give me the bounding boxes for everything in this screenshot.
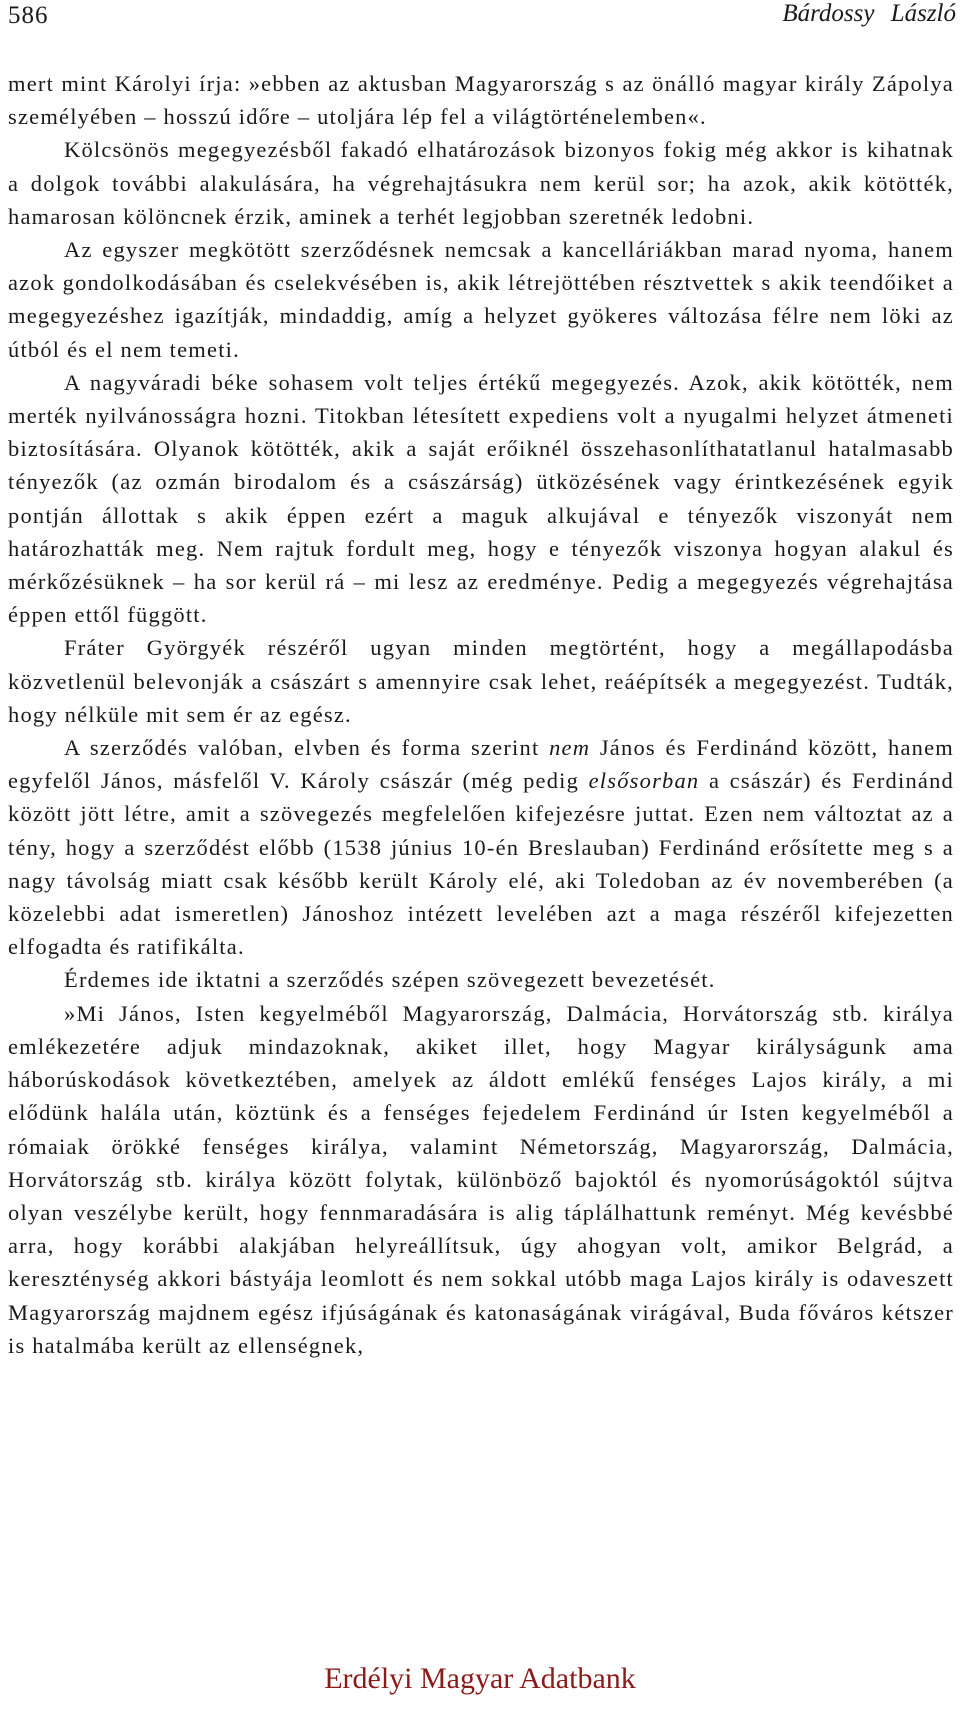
paragraph: »Mi János, Isten kegyelméből Magyarország, Dalmácia, Horvátország stb. királya emlékezetére adjuk mindazoknak, akiket illet, hogy Magyar királyságunk ama háborúskodások következtében, amelyek az áldott emlékű fenséges Lajos király, a mi elődünk halála után, köztünk és a fenséges fejedelem Ferdinánd úr Isten kegyelméből a rómaiak örökké fenséges királya, valamint Németország, Magyarország, Dalmácia, Horvátország stb. királya között folytak, különböző bajoktól és nyomorúságoktól sújtva olyan veszélybe került, hogy fennmaradására is alig táplálhattunk reményt. Még kevésbbé arra, hogy korábbi alakjában helyreállítsuk, úgy ahogyan volt, amikor Belgrád, a kereszténység akkori bástyája leomlott és nem sokkal utóbb maga Lajos király is odaveszett Magyarország majdnem egész ifjúságának és katonaságának virágával, Buda főváros kétszer is hatalmába került az ellenségnek,: [8, 1000, 954, 1358]
paragraph-text: János és Ferdinánd között, hanem egyfelől János, másfelől V. Károly császár (még pedig: [8, 735, 954, 794]
paragraph: [8, 731, 954, 963]
running-head-author: Bárdossy László: [782, 0, 956, 27]
body-text: [8, 67, 954, 1362]
source-watermark: Erdélyi Magyar Adatbank: [324, 1662, 636, 1695]
page-number: 586: [8, 2, 49, 29]
paragraph: Érdemes ide iktatni a szerződés szépen szövegezett bevezetését.: [64, 967, 716, 993]
paragraph: Kölcsönös megegyezésből fakadó elhatározások bizonyos fokig még akkor is kihatnak a dolgok további alakulására, ha végrehajtásukra nem kerül sor; ha azok, akik kötötték, hamarosan kölöncnek érzik, aminek a terhét legjobban szeretnék ledobni.: [8, 137, 954, 229]
emphasis-text: nem: [549, 735, 591, 761]
emphasis-text: elsősorban: [588, 768, 700, 794]
paragraph: Fráter Györgyék részéről ugyan minden megtörtént, hogy a megállapodásba közvetlenül belevonják a császárt s amennyire csak lehet, reáépítsék a megegyezést. Tudták, hogy nélküle mit sem ér az egész.: [8, 635, 954, 727]
paragraph: Az egyszer megkötött szerződésnek nemcsak a kancelláriákban marad nyoma, hanem azok gondolkodásában és cselekvésében is, akik létrejöttében résztvettek s akik teendőiket a megegyezéshez igazítják, mindaddig, amíg a helyzet gyökeres változása félre nem löki az útból és el nem temeti.: [8, 237, 954, 362]
paragraph-text: a császár) és Ferdinánd között jött létre, amit a szövegezés megfelelően kifejezésre juttat. Ezen nem változtat az a tény, hogy a szerződést előbb (1538 június 10-én Breslauban) Ferdinánd erősítette meg s a nagy távolság miatt csak később került Károly elé, aki Toledoban az év novemberében (a közelebbi adat ismeretlen) Jánoshoz intézett levelében azt a maga részéről kifejezetten elfogadta és ratifikálta.: [8, 768, 954, 960]
paragraph: A nagyváradi béke sohasem volt teljes értékű megegyezés. Azok, akik kötötték, nem merték nyilvánosságra hozni. Titokban létesített expediens volt a nyugalmi helyzet átmeneti biztosítására. Olyanok kötötték, akik a saját erőiknél összehasonlíthatatlanul hatalmasabb tényezők (az ozmán birodalom és a császárság) ütközésének vagy érintkezésének egyik pontján állottak s akik éppen ezért a maguk alkujával e tényezők viszonyát nem határozhatták meg. Nem rajtuk fordult meg, hogy e tényezők viszonya hogyan alakul és mérkőzésüknek – ha sor kerül rá – mi lesz az eredménye. Pedig a megegyezés végrehajtása éppen ettől függött.: [8, 369, 954, 628]
paragraph: mert mint Károlyi írja: »ebben az aktusban Magyarország s az önálló magyar király Zápolya személyében – hosszú időre – utoljára lép fel a világtörténelemben«.: [8, 71, 954, 130]
paragraph-text: A szerződés valóban, elvben és forma szerint: [64, 735, 550, 761]
page-header: [0, 0, 960, 36]
